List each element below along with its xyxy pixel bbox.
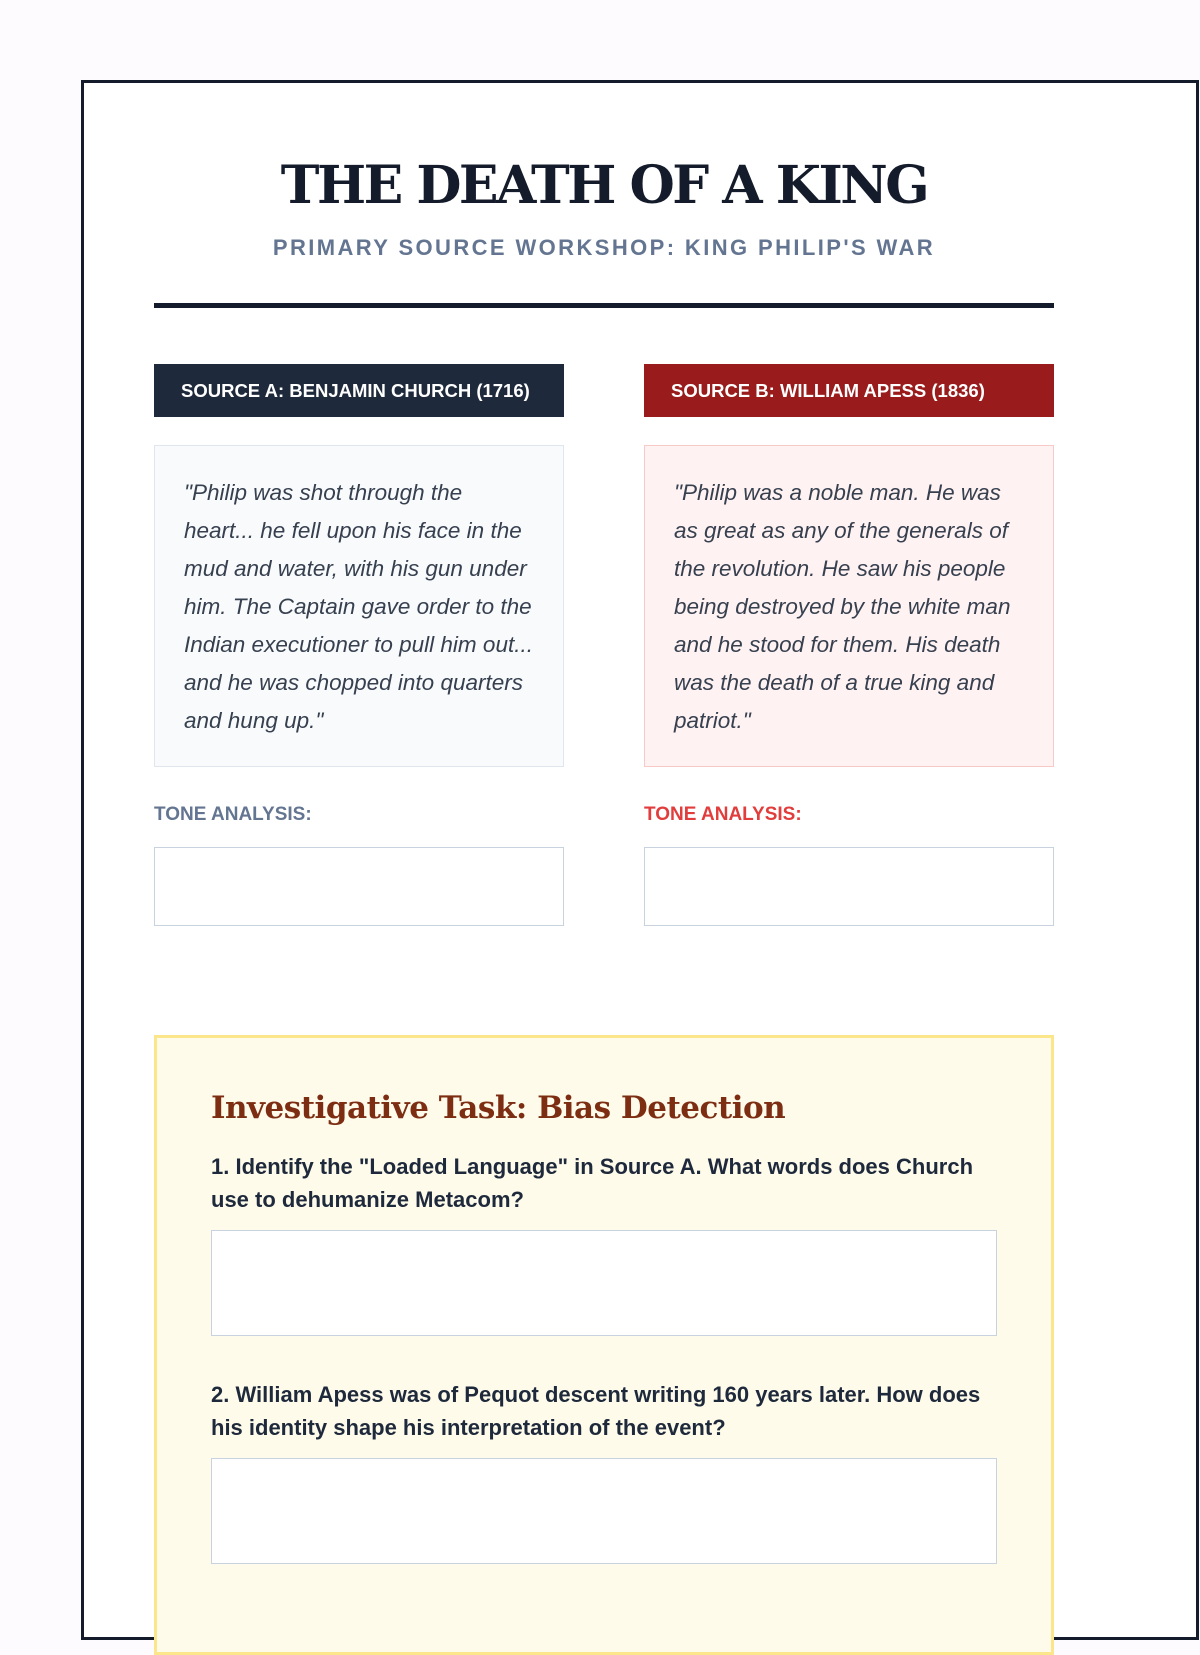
source-b-tone-input[interactable] (644, 847, 1054, 926)
question-2-answer-box[interactable] (211, 1458, 997, 1564)
source-a-quote: "Philip was shot through the heart... he fell upon his face in the mud and water, with his gun under him. The Captain gave order to the Indian executioner to pull him out... and he was chopped into quarters and hung up." (154, 445, 564, 767)
investigative-task-panel (154, 1035, 1054, 1655)
source-b-column (644, 364, 1054, 926)
page-subtitle: PRIMARY SOURCE WORKSHOP: KING PHILIP'S WAR (272, 235, 936, 260)
source-b-tone-label: TONE ANALYSIS: (644, 804, 802, 825)
page-title: THE DEATH OF A KING (280, 155, 928, 216)
question-2: 2. William Apess was of Pequot descent writing 160 years later. How does his identity shape his interpretation of the event? (211, 1382, 981, 1440)
source-a-tone-label: TONE ANALYSIS: (154, 804, 312, 825)
source-b-quote: "Philip was a noble man. He was as great as any of the generals of the revolution. He saw his people being destroyed by the white man and he stood for them. His death was the death of a true king and patriot." (644, 445, 1054, 767)
source-a-header: SOURCE A: BENJAMIN CHURCH (1716) (154, 364, 564, 417)
question-1-answer-box[interactable] (211, 1230, 997, 1336)
source-a-column (154, 364, 564, 926)
source-b-header: SOURCE B: WILLIAM APESS (1836) (644, 364, 1054, 417)
worksheet-page (81, 80, 1199, 1640)
task-title: Investigative Task: Bias Detection (211, 1090, 786, 1126)
source-a-tone-input[interactable] (154, 847, 564, 926)
title-divider (154, 303, 1054, 308)
question-1: 1. Identify the "Loaded Language" in Source A. What words does Church use to dehumanize Metacom? (211, 1154, 974, 1212)
